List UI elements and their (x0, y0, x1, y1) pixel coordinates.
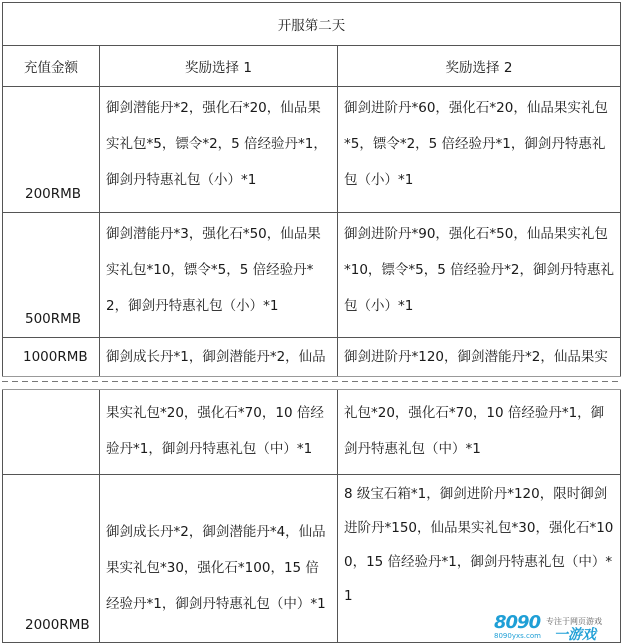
watermark-slogan: 专注于网页游戏 (546, 617, 602, 626)
page-break-line (2, 381, 621, 382)
site-watermark-logo (494, 612, 622, 642)
border-bottom (2, 642, 621, 643)
border-right (620, 2, 621, 643)
border-row-1000 (2, 474, 621, 475)
row-200-option2: 御剑进阶丹*60，强化石*20，仙品果实礼包*5，镖令*2，5 倍经验丹*1，御剑丹特惠礼包（小）*1 (344, 100, 608, 188)
row-1000-option2-top: 御剑进阶丹*120，御剑潜能丹*2，仙品果实 (344, 349, 608, 365)
border-title (2, 45, 621, 46)
header-option1: 奖励选择 1 (185, 60, 252, 76)
amount-500: 500RMB (25, 311, 82, 327)
border-top (2, 2, 621, 3)
border-col-1 (99, 45, 100, 643)
row-1000-option2-bottom: 礼包*20，强化石*70，10 倍经验丹*1，御剑丹特惠礼包（中）*1 (344, 405, 605, 457)
watermark-brand: 一游戏 (554, 627, 596, 643)
border-header (2, 86, 621, 87)
border-col-2 (337, 45, 338, 643)
border-break-top (2, 376, 621, 377)
row-1000-option1-top: 御剑成长丹*1，御剑潜能丹*2，仙品 (106, 349, 326, 365)
amount-2000: 2000RMB (25, 617, 90, 633)
border-break-bottom (2, 389, 621, 390)
header-option2: 奖励选择 2 (445, 60, 513, 76)
border-row-500 (2, 337, 621, 338)
table-title: 开服第二天 (277, 18, 346, 34)
border-row-200 (2, 212, 621, 213)
header-amount: 充值金额 (24, 60, 78, 76)
watermark-domain: 8090yxs.com (494, 632, 541, 640)
border-left (2, 2, 3, 643)
row-500-option2: 御剑进阶丹*90，强化石*50，仙品果实礼包*10，镖令*5，5 倍经验丹*2，御剑丹特惠礼包（小）*1 (344, 226, 614, 314)
amount-200: 200RMB (25, 186, 82, 202)
page-break-gap (0, 377, 624, 389)
watermark-number: 8090 (494, 612, 541, 633)
amount-1000: 1000RMB (23, 349, 88, 365)
row-2000-option2: 8 级宝石箱*1，御剑进阶丹*120，限时御剑进阶丹*150，仙品果实礼包*30，强化石*100，15 倍经验丹*1，御剑丹特惠礼包（中）*1 (344, 486, 614, 604)
row-1000-option1-bottom: 果实礼包*20，强化石*70，10 倍经验丹*1，御剑丹特惠礼包（中）*1 (106, 405, 324, 457)
row-200-option1: 御剑潜能丹*2，强化石*20，仙品果实礼包*5，镖令*2，5 倍经验丹*1，御剑丹特惠礼包（小）*1 (106, 100, 327, 188)
row-500-option1: 御剑潜能丹*3，强化石*50，仙品果实礼包*10，镖令*5，5 倍经验丹*2，御剑丹特惠礼包（小）*1 (106, 226, 321, 314)
row-2000-option1: 御剑成长丹*2，御剑潜能丹*4，仙品果实礼包*30，强化石*100，15 倍经验丹*1，御剑丹特惠礼包（中）*1 (106, 524, 326, 612)
